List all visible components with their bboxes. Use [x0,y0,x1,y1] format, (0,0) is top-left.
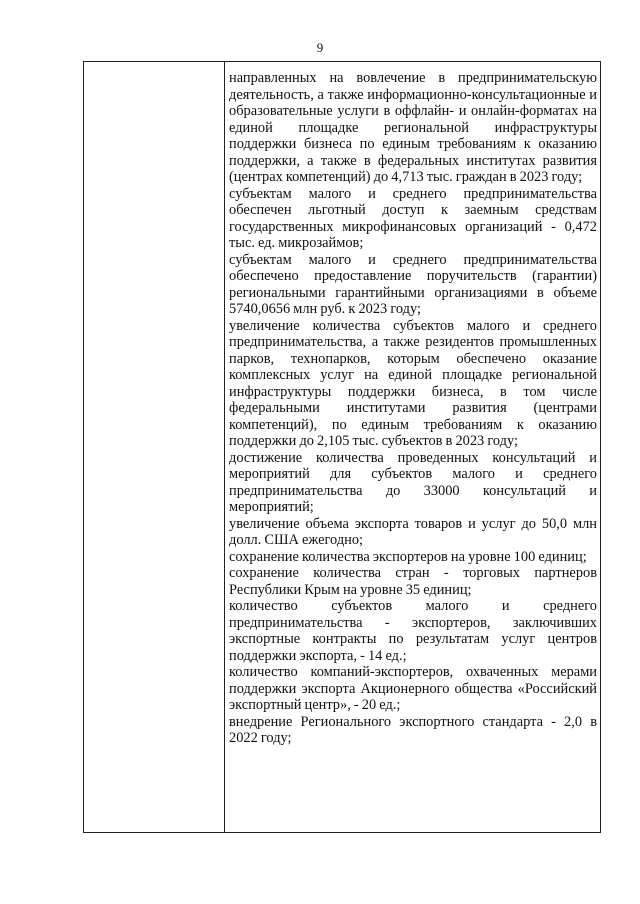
paragraph: субъектам малого и среднего предпринимательства обеспечено предоставление поручительств (гарантии) региональными гарантийными организациями в объеме 5740,0656 млн руб. к 2023 году; [229,251,597,317]
paragraph: направленных на вовлечение в предпринимательскую деятельность, а также информационно-консультационные и образовательные услуги в оффлайн- и онлайн-форматах на единой площадке региональной инфраструктуры поддержки бизнеса по единым требованиям к оказанию поддержки, а также в федеральных институтах развития (центрах компетенций) до 4,713 тыс. граждан в 2023 году; [229,70,597,185]
paragraph: достижение количества проведенных консультаций и мероприятий для субъектов малого и среднего предпринимательства до 33000 консультаций и мероприятий; [229,449,597,515]
paragraph: количество компаний-экспортеров, охваченных мерами поддержки экспорта Акционерного общества «Российский экспортный центр», - 20 ед.; [229,664,597,713]
paragraph: увеличение количества субъектов малого и среднего предпринимательства, а также резидентов промышленных парков, технопарков, которым обеспечено оказание комплексных услуг на единой площадке региональной инфраструктуры поддержки бизнеса, в том числе федеральными институтами развития (центрами компетенций), по единым требованиям к оказанию поддержки до 2,105 тыс. субъектов в 2023 году; [229,317,597,449]
paragraph: субъектам малого и среднего предпринимательства обеспечен льготный доступ к заемным средствам государственных микрофинансовых организаций - 0,472 тыс. ед. микрозаймов; [229,185,597,251]
paragraph: внедрение Регионального экспортного стандарта - 2,0 в 2022 году; [229,713,597,746]
paragraph: увеличение объема экспорта товаров и услуг до 50,0 млн долл. США ежегодно; [229,515,597,548]
column-divider [224,62,225,832]
paragraph: количество субъектов малого и среднего предпринимательства - экспортеров, заключивших экспортные контракты по результатам услуг центров поддержки экспорта, - 14 ед.; [229,598,597,664]
paragraph: сохранение количества стран - торговых партнеров Республики Крым на уровне 35 единиц; [229,565,597,598]
table-cell-right [229,70,597,747]
document-table [83,61,601,833]
paragraph: сохранение количества экспортеров на уровне 100 единиц; [229,548,587,565]
page-number: 9 [316,40,324,55]
